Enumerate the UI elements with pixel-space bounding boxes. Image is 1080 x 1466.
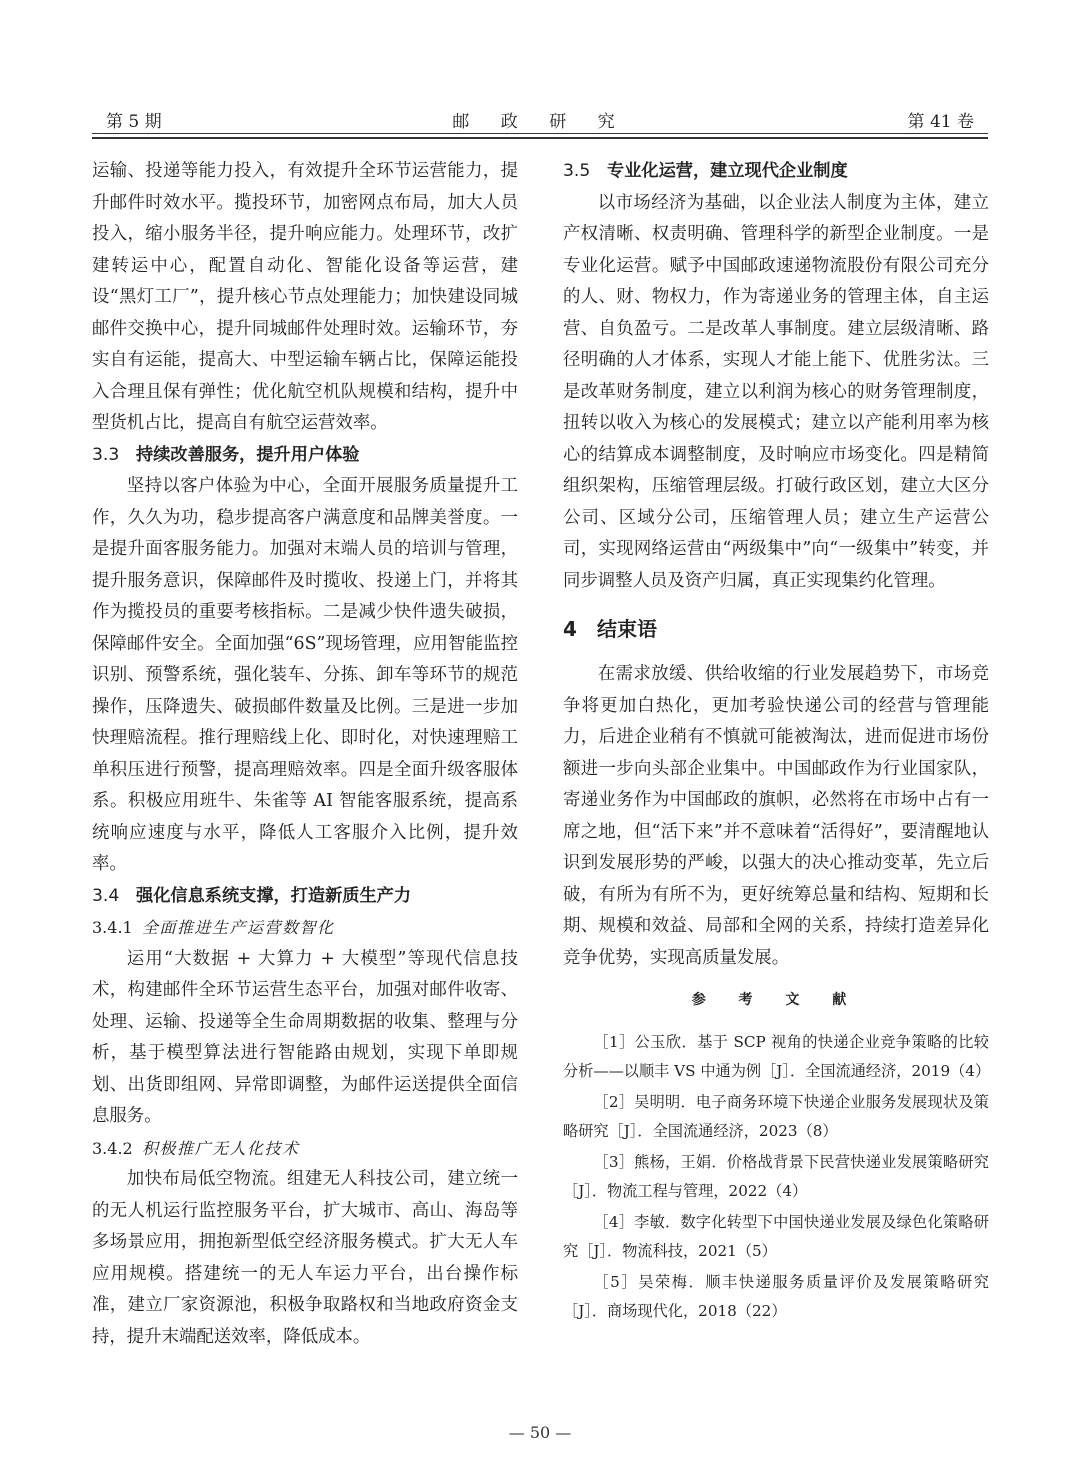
reference-item: ［2］吴明明．电子商务环境下快递企业服务发展现状及策略研究［J］．全国流通经济，2023（8） <box>563 1093 989 1140</box>
section-number: 3.4 <box>92 885 120 906</box>
paragraph: 坚持以客户体验为中心，全面开展服务质量提升工作，久久为功，稳步提高客户满意度和品牌美誉度。一是提升面客服务能力。加强对末端人员的培训与管理，提升服务意识，保障邮件及时揽收、投递上门，并将其作为揽投员的重要考核指标。二是减少快件遗失破损，保障邮件安全。全面加强“6S”现场管理，应用智能监控识别、预警系统，强化装车、分拣、卸车等环节的规范操作，压降遗失、破损邮件数量及比例。三是进一步加快理赔流程。推行理赔线上化、即时化，对快速理赔工单积压进行预警，提高理赔效率。四是全面升级客服体系。积极应用班牛、朱雀等 AI 智能客服系统，提高系统响应速度与水平，降低人工客服介入比例，提升效率。 <box>92 476 518 874</box>
subsection-number: 3.4.1 <box>92 918 133 937</box>
section-title: 持续改善服务，提升用户体验 <box>136 444 360 465</box>
paragraph: 运用“大数据 + 大算力 + 大模型”等现代信息技术，构建邮件全环节运营生态平台，加强对邮件收寄、处理、运输、投递等全生命周期数据的收集、整理与分析，基于模型算法进行智能路由规划，实现下单即规划、出货即组网、异常即调整，为邮件运送提供全面信息服务。 <box>92 948 518 1126</box>
journal-name: 邮 政 研 究 <box>452 112 628 132</box>
reference-item: ［3］熊杨，王娟．价格战背景下民营快递业发展策略研究［J］．物流工程与管理，2022（4） <box>563 1153 989 1200</box>
paragraph: 以市场经济为基础，以企业法人制度为主体，建立产权清晰、权责明确、管理科学的新型企业制度。一是专业化运营。赋予中国邮政速递物流股份有限公司充分的人、财、物权力，作为寄递业务的管理主体，自主运营、自负盈亏。二是改革人事制度。建立层级清晰、路径明确的人才体系，实现人才能上能下、优胜劣汰。三是改革财务制度，建立以利润为核心的财务管理制度，扭转以收入为核心的发展模式；建立以产能利用率为核心的结算成本调整制度，及时响应市场变化。四是精简组织架构，压缩管理层级。打破行政区划，建立大区分公司、区域分公司，压缩管理人员；建立生产运营公司，实现网络运营由“两级集中”向“一级集中”转变，并同步调整人员及资产归属，真正实现集约化管理。 <box>563 192 989 591</box>
section-number: 3.3 <box>92 444 120 465</box>
section-number: 4 <box>563 617 577 641</box>
section-heading-4 <box>563 611 989 647</box>
subsection-heading-3-4-1 <box>92 912 518 944</box>
left-column <box>92 156 518 1353</box>
page-number: — 50 — <box>508 1423 572 1442</box>
section-title: 结束语 <box>597 617 657 641</box>
section-title: 专业化运营，建立现代企业制度 <box>607 161 848 181</box>
running-header <box>92 103 988 133</box>
section-heading-3-3 <box>92 440 518 472</box>
issue-label: 第 5 期 <box>106 112 162 132</box>
reference-item: ［4］李敏．数字化转型下中国快递业发展及绿色化策略研究［J］．物流科技，2021（5） <box>563 1213 989 1260</box>
paragraph: 运输、投递等能力投入，有效提升全环节运营能力，提升邮件时效水平。揽投环节，加密网点布局，加大人员投入，缩小服务半径，提升响应能力。处理环节，改扩建转运中心，配置自动化、智能化设备等运营，建设“黑灯工厂”，提升核心节点处理能力；加快建设同城邮件交换中心，提升同城邮件处理时效。运输环节，夯实自有运能，提高大、中型运输车辆占比，保障运能投入合理且保有弹性；优化航空机队规模和结构，提升中型货机占比，提高自有航空运营效率。 <box>92 161 518 433</box>
volume-label: 第 41 卷 <box>907 112 974 132</box>
right-column <box>563 156 989 1328</box>
references-title: 参 考 文 献 <box>691 992 861 1008</box>
paragraph: 在需求放缓、供给收缩的行业发展趋势下，市场竞争将更加白热化，更加考验快递公司的经营与管理能力，后进企业稍有不慎就可能被淘汰，进而促进市场份额进一步向头部企业集中。中国邮政作为行业国家队，寄递业务作为中国邮政的旗帜，必然将在市场中占有一席之地，但“活下来”并不意味着“活得好”，要清醒地认识到发展形势的严峻，以强大的决心推动变革，先立后破，有所为有所不为，更好统筹总量和结构、短期和长期、规模和效益、局部和全网的关系，持续打造差异化竞争优势，实现高质量发展。 <box>563 664 989 968</box>
reference-item: ［5］吴荣梅．顺丰快递服务质量评价及发展策略研究［J］．商场现代化，2018（22） <box>563 1273 989 1320</box>
subsection-heading-3-4-2 <box>92 1133 518 1165</box>
paragraph: 加快布局低空物流。组建无人科技公司，建立统一的无人机运行监控服务平台，扩大城市、高山、海岛等多场景应用，拥抱新型低空经济服务模式。扩大无人车应用规模。搭建统一的无人车运力平台，出台操作标准，建立厂家资源池，积极争取路权和当地政府资金支持，提升末端配送效率，降低成本。 <box>92 1169 518 1347</box>
header-rule-thin <box>92 133 988 134</box>
subsection-title: 积极推广无人化技术 <box>142 1138 300 1158</box>
reference-item: ［1］公玉欣．基于 SCP 视角的快递企业竞争策略的比较分析——以顺丰 VS 中通为例［J］．全国流通经济，2019（4） <box>563 1033 991 1080</box>
section-title: 强化信息系统支撑，打造新质生产力 <box>136 885 412 906</box>
section-number: 3.5 <box>563 161 591 181</box>
section-heading-3-4 <box>92 881 518 913</box>
header-rule-thick <box>92 137 988 139</box>
section-heading-3-5 <box>563 156 989 188</box>
subsection-title: 全面推进生产运营数智化 <box>142 918 335 937</box>
subsection-number: 3.4.2 <box>92 1138 133 1158</box>
